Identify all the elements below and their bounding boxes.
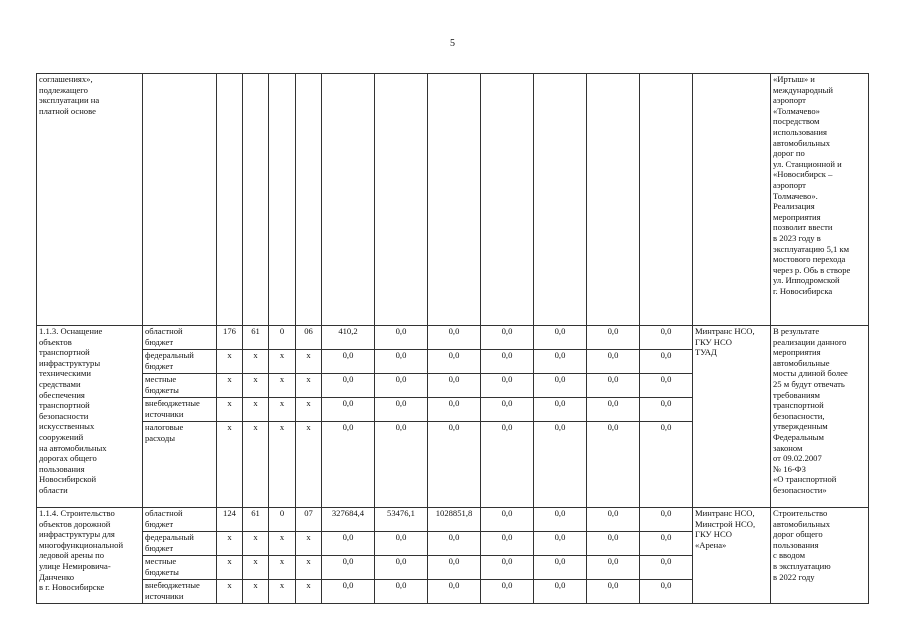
value-cell: 0,0: [534, 556, 587, 580]
code-cell: x: [269, 580, 296, 604]
code-cell: x: [217, 350, 243, 374]
value-cell: 0,0: [428, 422, 481, 508]
funding-source-cell: местные бюджеты: [143, 374, 217, 398]
value-cell: 0,0: [534, 374, 587, 398]
funding-source-cell: федеральный бюджет: [143, 350, 217, 374]
code-cell: x: [296, 556, 322, 580]
code-cell: 124: [217, 508, 243, 532]
code-cell: x: [217, 556, 243, 580]
funding-source-cell: внебюджетные источники: [143, 580, 217, 604]
value-cell: 0,0: [481, 398, 534, 422]
value-cell: 0,0: [481, 350, 534, 374]
code-cell: 0: [269, 326, 296, 350]
code-cell: 61: [243, 508, 269, 532]
code-cell: x: [296, 374, 322, 398]
code-cell: x: [217, 532, 243, 556]
value-cell: 0,0: [375, 398, 428, 422]
value-cell: 0,0: [428, 556, 481, 580]
value-cell: 0,0: [534, 326, 587, 350]
code-cell: 176: [217, 326, 243, 350]
value-cell: 0,0: [481, 556, 534, 580]
value-cell: 0,0: [640, 532, 693, 556]
value-cell: 0,0: [640, 326, 693, 350]
value-cell: 0,0: [481, 532, 534, 556]
value-cell: 410,2: [322, 326, 375, 350]
code-cell: 06: [296, 326, 322, 350]
value-cell: 0,0: [375, 350, 428, 374]
code-cell: x: [296, 532, 322, 556]
value-cell: 0,0: [587, 398, 640, 422]
code-cell: x: [243, 580, 269, 604]
value-cell: 0,0: [587, 374, 640, 398]
value-cell: 0,0: [587, 580, 640, 604]
value-cell: 0,0: [322, 532, 375, 556]
value-cell: 0,0: [375, 326, 428, 350]
value-cell: 0,0: [322, 374, 375, 398]
code-cell: x: [243, 556, 269, 580]
task-cell: 1.1.4. Строительство объектов дорожной инфраструктуры для многофункциональной ледовой арены по улице Немировича- Данченко в г. Новосибирске: [37, 508, 143, 604]
code-cell: x: [243, 422, 269, 508]
result-cell: «Иртыш» и международный аэропорт «Толмачево» посредством использования автомобильных дорог по ул. Станционной и «Новосибирск – аэропорт Толмачево». Реализация мероприятия позволит ввести в 2023 году в эксплуатацию 5,1 км мостового перехода через р. Обь в створе ул. Ипподромской г. Новосибирска: [771, 74, 869, 326]
value-cell: 0,0: [481, 422, 534, 508]
executor-cell: Минтранс НСО, ГКУ НСО ТУАД: [693, 326, 771, 508]
value-cell: 0,0: [640, 556, 693, 580]
funding-source-cell: внебюджетные источники: [143, 398, 217, 422]
value-cell: 0,0: [322, 350, 375, 374]
table-row: [37, 74, 869, 326]
value-cell: 0,0: [587, 350, 640, 374]
code-cell: 61: [243, 326, 269, 350]
value-cell: 0,0: [322, 580, 375, 604]
value-cell: 0,0: [640, 580, 693, 604]
value-cell: 0,0: [322, 556, 375, 580]
code-cell: x: [269, 374, 296, 398]
code-cell: x: [269, 422, 296, 508]
funding-source-cell: областной бюджет: [143, 326, 217, 350]
value-cell: 0,0: [587, 532, 640, 556]
value-cell: 327684,4: [322, 508, 375, 532]
value-cell: 0,0: [428, 532, 481, 556]
code-cell: x: [269, 532, 296, 556]
value-cell: 0,0: [534, 398, 587, 422]
value-cell: 0,0: [375, 422, 428, 508]
value-cell: 0,0: [587, 422, 640, 508]
result-cell: В результате реализации данного мероприятия автомобильные мосты длиной более 25 м будут отвечать требованиям транспортной безопасности, утвержденным Федеральным законом от 09.02.2007 № 16-ФЗ «О транспортной безопасности»: [771, 326, 869, 508]
funding-source-cell: местные бюджеты: [143, 556, 217, 580]
value-cell: 0,0: [428, 350, 481, 374]
code-cell: 07: [296, 508, 322, 532]
value-cell: 0,0: [428, 398, 481, 422]
code-cell: 0: [269, 508, 296, 532]
code-cell: x: [217, 580, 243, 604]
code-cell: x: [269, 556, 296, 580]
code-cell: x: [217, 422, 243, 508]
code-cell: x: [296, 422, 322, 508]
value-cell: 0,0: [375, 580, 428, 604]
value-cell: 0,0: [428, 374, 481, 398]
code-cell: x: [217, 398, 243, 422]
code-cell: x: [243, 374, 269, 398]
code-cell: x: [217, 374, 243, 398]
value-cell: 0,0: [534, 508, 587, 532]
code-cell: x: [296, 580, 322, 604]
value-cell: 0,0: [534, 532, 587, 556]
code-cell: x: [296, 398, 322, 422]
result-cell: Строительство автомобильных дорог общего пользования с вводом в эксплуатацию в 2022 году: [771, 508, 869, 604]
code-cell: x: [243, 398, 269, 422]
value-cell: 0,0: [375, 374, 428, 398]
code-cell: x: [243, 532, 269, 556]
program-table: [36, 73, 869, 604]
value-cell: 0,0: [534, 422, 587, 508]
executor-cell: Минтранс НСО, Минстрой НСО, ГКУ НСО «Арена»: [693, 508, 771, 604]
funding-source-cell: налоговые расходы: [143, 422, 217, 508]
value-cell: 0,0: [481, 326, 534, 350]
task-cell: 1.1.3. Оснащение объектов транспортной инфраструктуры техническими средствами обеспечения транспортной безопасности искусственных сооружений на автомобильных дорогах общего пользования Новосибирской области: [37, 326, 143, 508]
value-cell: 0,0: [534, 580, 587, 604]
value-cell: 0,0: [481, 374, 534, 398]
value-cell: 0,0: [534, 350, 587, 374]
value-cell: 0,0: [640, 422, 693, 508]
value-cell: 53476,1: [375, 508, 428, 532]
funding-source-cell: областной бюджет: [143, 508, 217, 532]
code-cell: x: [296, 350, 322, 374]
value-cell: 0,0: [587, 508, 640, 532]
value-cell: 0,0: [640, 350, 693, 374]
funding-source-cell: федеральный бюджет: [143, 532, 217, 556]
value-cell: 0,0: [428, 326, 481, 350]
value-cell: 0,0: [322, 422, 375, 508]
value-cell: 0,0: [375, 556, 428, 580]
value-cell: 0,0: [640, 374, 693, 398]
code-cell: x: [269, 350, 296, 374]
task-cell: соглашениях», подлежащего эксплуатации на платной основе: [37, 74, 143, 326]
code-cell: x: [269, 398, 296, 422]
value-cell: 0,0: [587, 326, 640, 350]
value-cell: 1028851,8: [428, 508, 481, 532]
code-cell: x: [243, 350, 269, 374]
value-cell: 0,0: [640, 398, 693, 422]
value-cell: 0,0: [481, 508, 534, 532]
page-number: 5: [450, 38, 455, 49]
value-cell: 0,0: [481, 580, 534, 604]
table-row: [37, 326, 869, 350]
value-cell: 0,0: [640, 508, 693, 532]
value-cell: 0,0: [322, 398, 375, 422]
value-cell: 0,0: [587, 556, 640, 580]
table-row: [37, 508, 869, 532]
value-cell: 0,0: [375, 532, 428, 556]
value-cell: 0,0: [428, 580, 481, 604]
